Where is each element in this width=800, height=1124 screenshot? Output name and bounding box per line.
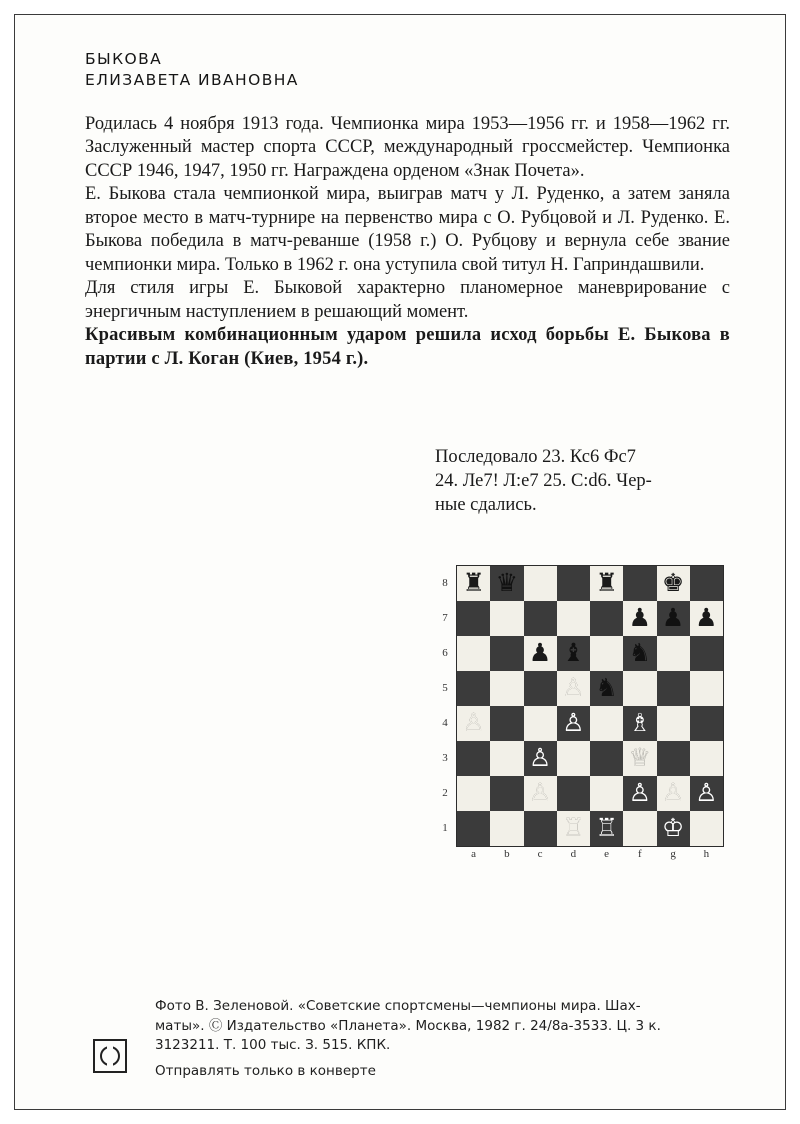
board-square — [524, 776, 557, 811]
board-square — [490, 811, 523, 846]
board-square — [657, 776, 690, 811]
board-square — [557, 741, 590, 776]
board-square — [524, 566, 557, 601]
footer-credits — [155, 997, 740, 1081]
rank-label: 4 — [442, 716, 448, 729]
board-square — [590, 636, 623, 671]
bio-paragraph-3: Для стиля игры Е. Быковой характерно планомерное маневрирование с энергичным наступлением в решающий момент. — [85, 278, 730, 322]
board-square — [524, 601, 557, 636]
bio-paragraph-4: Красивым комбинационным ударом решила исход борьбы Е. Быкова в партии с Л. Коган (Киев, 1954 г.). — [85, 325, 730, 369]
game-moves — [435, 445, 705, 517]
board-square — [490, 601, 523, 636]
board-square — [690, 566, 723, 601]
board-square — [623, 741, 656, 776]
chess-piece-white: ♙ — [661, 778, 685, 807]
board-square — [557, 636, 590, 671]
chess-piece-black: ♟ — [528, 638, 552, 667]
file-label: e — [604, 848, 610, 860]
rank-label: 3 — [442, 751, 448, 764]
board-square — [557, 671, 590, 706]
footer-note: Отправлять только в конверте — [155, 1062, 376, 1079]
board-square — [457, 566, 490, 601]
board-square — [524, 741, 557, 776]
board-square — [457, 671, 490, 706]
rank-label: 8 — [442, 576, 448, 589]
chess-piece-black: ♚ — [661, 568, 685, 597]
chess-piece-black: ♟ — [695, 603, 718, 632]
chess-piece-white: ♔ — [661, 813, 685, 842]
board-square — [623, 671, 656, 706]
board-square — [524, 811, 557, 846]
content-area — [85, 49, 739, 371]
board-square — [590, 601, 623, 636]
file-label: b — [504, 848, 510, 860]
board-square — [457, 776, 490, 811]
board-square — [457, 601, 490, 636]
player-given-name: ЕЛИЗАВЕТА ИВАНОВНА — [85, 70, 299, 89]
moves-line-3: ные сдались. — [435, 495, 537, 516]
board-square — [524, 706, 557, 741]
board-square — [590, 706, 623, 741]
board-square — [490, 776, 523, 811]
board-square — [657, 601, 690, 636]
chess-piece-black: ♜ — [595, 568, 618, 597]
rank-label: 2 — [442, 786, 448, 799]
bio-paragraph-1: Родилась 4 ноября 1913 года. Чемпионка мира 1953—1956 гг. и 1958—1962 гг. Заслуженный мастер спорта СССР, международный гроссмейстер. Чемпионка СССР 1946, 1947, 1950 гг. Награждена орденом «Знак Почета». — [85, 113, 730, 181]
chess-piece-white: ♙ — [562, 673, 585, 702]
chess-piece-black: ♟ — [628, 603, 652, 632]
chess-piece-black: ♝ — [562, 638, 585, 667]
file-labels — [457, 848, 723, 860]
board-square — [557, 811, 590, 846]
rank-label: 5 — [442, 681, 448, 694]
board-square — [590, 776, 623, 811]
chess-piece-black: ♞ — [628, 638, 652, 667]
bio-paragraph-2: Е. Быкова стала чемпионкой мира, выиграв матч у Л. Руденко, а затем заняла второе место в матч-турнире на первенство мира с О. Рубцовой и Л. Руденко. Е. Быкова победила в матч-реванше (1958 г.) О. Рубцову и вернула себе звание чемпионки мира. Только в 1962 г. она уступила свой титул Н. Гаприндашвили. — [85, 184, 730, 275]
file-label: f — [638, 848, 642, 860]
board-square — [623, 776, 656, 811]
board-square — [557, 776, 590, 811]
file-label: a — [471, 848, 477, 860]
board-square — [490, 671, 523, 706]
board-square — [590, 741, 623, 776]
biography-text — [85, 113, 730, 371]
board-square — [690, 811, 723, 846]
board-square — [623, 566, 656, 601]
file-label: g — [670, 848, 676, 860]
board-square — [557, 706, 590, 741]
rank-label: 7 — [442, 611, 448, 624]
file-label: d — [570, 848, 577, 860]
board-square — [524, 636, 557, 671]
board-square — [657, 706, 690, 741]
board-square — [457, 636, 490, 671]
board-square — [657, 566, 690, 601]
rank-label: 6 — [442, 646, 448, 659]
board-square — [657, 636, 690, 671]
board-square — [590, 671, 623, 706]
player-surname: БЫКОВА — [85, 50, 163, 68]
chess-board — [456, 565, 724, 847]
board-square — [690, 671, 723, 706]
board-square — [657, 811, 690, 846]
board-square — [490, 706, 523, 741]
board-square — [623, 601, 656, 636]
chess-piece-black: ♟ — [661, 603, 685, 632]
board-square — [457, 811, 490, 846]
footer-line-2: маты». Ⓒ Издательство «Планета». Москва, 1982 г. 24/8а-3533. Ц. 3 к. — [155, 1017, 661, 1034]
board-square — [490, 636, 523, 671]
board-square — [590, 566, 623, 601]
board-square — [623, 811, 656, 846]
chess-piece-white: ♖ — [562, 813, 585, 842]
rank-label: 1 — [442, 821, 448, 834]
board-square — [490, 741, 523, 776]
chess-piece-black: ♜ — [462, 568, 485, 597]
board-square — [457, 706, 490, 741]
chess-piece-white: ♕ — [628, 743, 652, 772]
board-square — [657, 671, 690, 706]
chess-piece-white: ♙ — [528, 778, 552, 807]
board-square — [524, 671, 557, 706]
board-square — [657, 741, 690, 776]
chess-piece-white: ♙ — [528, 743, 552, 772]
chess-piece-white: ♙ — [628, 778, 652, 807]
file-label: c — [537, 848, 543, 860]
player-name — [85, 49, 739, 91]
chess-piece-black: ♛ — [495, 568, 519, 597]
chess-piece-white: ♗ — [628, 708, 652, 737]
postcard — [14, 14, 786, 1110]
board-square — [690, 776, 723, 811]
board-square — [690, 636, 723, 671]
chess-piece-black: ♞ — [595, 673, 618, 702]
board-square — [557, 566, 590, 601]
board-square — [557, 601, 590, 636]
board-square — [623, 706, 656, 741]
chess-piece-white: ♙ — [695, 778, 718, 807]
rank-labels — [438, 565, 452, 845]
chess-piece-white: ♙ — [462, 708, 485, 737]
chess-piece-white: ♖ — [595, 813, 618, 842]
board-square — [590, 811, 623, 846]
board-square — [690, 706, 723, 741]
moves-line-1: Последовало 23. Кс6 Фс7 — [435, 447, 636, 467]
board-square — [623, 636, 656, 671]
board-square — [690, 601, 723, 636]
chess-piece-white: ♙ — [562, 708, 585, 737]
file-label: h — [703, 848, 710, 860]
board-square — [457, 741, 490, 776]
footer-line-3: 3123211. Т. 100 тыс. З. 515. КПК. — [155, 1037, 391, 1054]
footer-line-1: Фото В. Зеленовой. «Советские спортсмены—чемпионы мира. Шах- — [155, 998, 641, 1014]
board-square — [490, 566, 523, 601]
board-square — [690, 741, 723, 776]
planeta-logo-icon — [93, 1039, 127, 1073]
moves-line-2: 24. Ле7! Л:е7 25. С:d6. Чер- — [435, 471, 652, 492]
